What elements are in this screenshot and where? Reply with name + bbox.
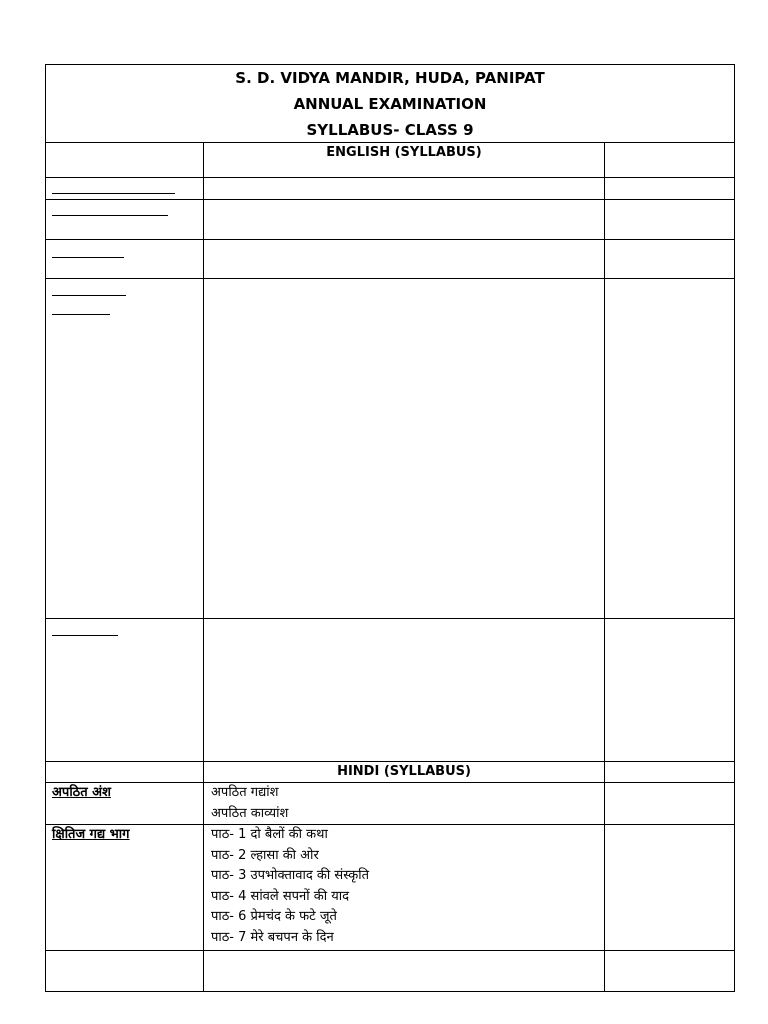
list-item: पाठ- 4 सांवले सपनों की याद xyxy=(211,888,350,904)
list-item: पाठ- 6 प्रेमचंद के फटे जूते xyxy=(211,909,337,924)
list-item: पाठ- 3 उपभोक्तावाद की संस्कृति xyxy=(211,868,370,883)
list-item: पाठ- 2 ल्हासा की ओर xyxy=(211,847,319,863)
row-label: क्षितिज गद्य भाग xyxy=(52,827,130,842)
table-row xyxy=(46,783,734,825)
syllabus-title: SYLLABUS- CLASS 9 xyxy=(306,121,474,139)
english-heading: ENGLISH (SYLLABUS) xyxy=(204,143,605,177)
redacted-label-line xyxy=(52,635,118,636)
table-row xyxy=(46,825,734,951)
table-row xyxy=(46,200,734,240)
row-label: अपठित अंश xyxy=(52,785,111,800)
list-item: अपठित गद्यांश xyxy=(211,785,279,800)
redacted-label-line xyxy=(52,193,175,194)
table-row xyxy=(46,951,734,991)
list-item: अपठित काव्यांश xyxy=(211,805,289,821)
hindi-heading: HINDI (SYLLABUS) xyxy=(204,762,605,782)
table-row xyxy=(46,619,734,762)
syllabus-table xyxy=(45,64,735,992)
school-name: S. D. VIDYA MANDIR, HUDA, PANIPAT xyxy=(235,69,545,87)
redacted-label-line xyxy=(52,314,110,315)
table-row xyxy=(46,178,734,200)
title-block xyxy=(46,65,734,143)
redacted-label-line xyxy=(52,295,126,296)
redacted-label-line xyxy=(52,257,124,258)
list-item: पाठ- 1 दो बैलों की कथा xyxy=(211,827,328,842)
exam-title: ANNUAL EXAMINATION xyxy=(293,95,487,113)
list-item: पाठ- 7 मेरे बचपन के दिन xyxy=(211,929,334,945)
hindi-header-row xyxy=(46,762,734,783)
english-header-row xyxy=(46,143,734,178)
table-row xyxy=(46,279,734,619)
redacted-label-line xyxy=(52,215,168,216)
table-row xyxy=(46,240,734,279)
